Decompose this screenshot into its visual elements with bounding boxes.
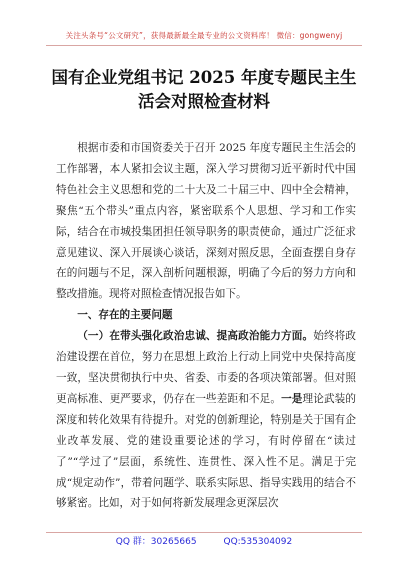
document-title	[30, 66, 378, 114]
subsection-text-a: 始终将政治建设摆在首位，努力在思想上政治上行动上同党中央保持高度一致，坚决贯彻执行中央、省委、市委的各项决策部署。但对照更高标准、更严要求，仍存在一些差距和不足。	[56, 330, 356, 405]
title-line-2: 活会对照检查材料	[138, 92, 270, 111]
point-marker: 一是	[281, 392, 303, 405]
subsection-text-b: 理论武装的深度和转化效果有待提升。对党的创新理论，特别是关于国有企业改革发展、党的建设重要论述的学习，有时停留在“读过了”“学过了”层面，系统性、连贯性、深入性不足。满足于完成“规定动作”，带着问题学、联系实际思、指导实践用的结合不够紧密。比如，对于如何将新发展理念更深层次	[56, 392, 356, 510]
footer	[0, 534, 408, 547]
footer-divider	[46, 532, 362, 533]
intro-paragraph: 根据市委和市国资委关于召开 2025 年度专题民主生活会的工作部署，本人紧扣会议主题，深入学习贯彻习近平新时代中国特色社会主义思想和党的二十大及二十届三中、四中全会精神，聚焦“五个带头”重点内容，紧密联系个人思想、学习和工作实际，结合在市城投集团担任领导职务的职责使命，通过广泛征求意见建议、深入开展谈心谈话，深刻对照反思，全面查摆自身存在的问题与不足，深入剖析问题根源，明确了今后的努力方向和整改措施。现将对照检查情况报告如下。	[56, 142, 356, 301]
section-heading: 一、存在的主要问题	[77, 309, 173, 322]
header-divider	[46, 45, 362, 46]
title-line-1: 国有企业党组书记 2025 年度专题民主生	[51, 68, 357, 87]
document-body	[56, 138, 356, 514]
qq-link[interactable]: QQ:535304092	[223, 537, 293, 547]
qq-group-link[interactable]: QQ 群：30265665	[115, 537, 197, 547]
subsection-paragraph	[56, 326, 356, 514]
subsection-heading: （一）在带头强化政治忠诚、提高政治能力方面。	[77, 330, 314, 343]
header-banner: 关注头条号“公文研究”，获得最新最全最专业的公文资料库！ 微信：gongwenyj	[65, 31, 343, 40]
